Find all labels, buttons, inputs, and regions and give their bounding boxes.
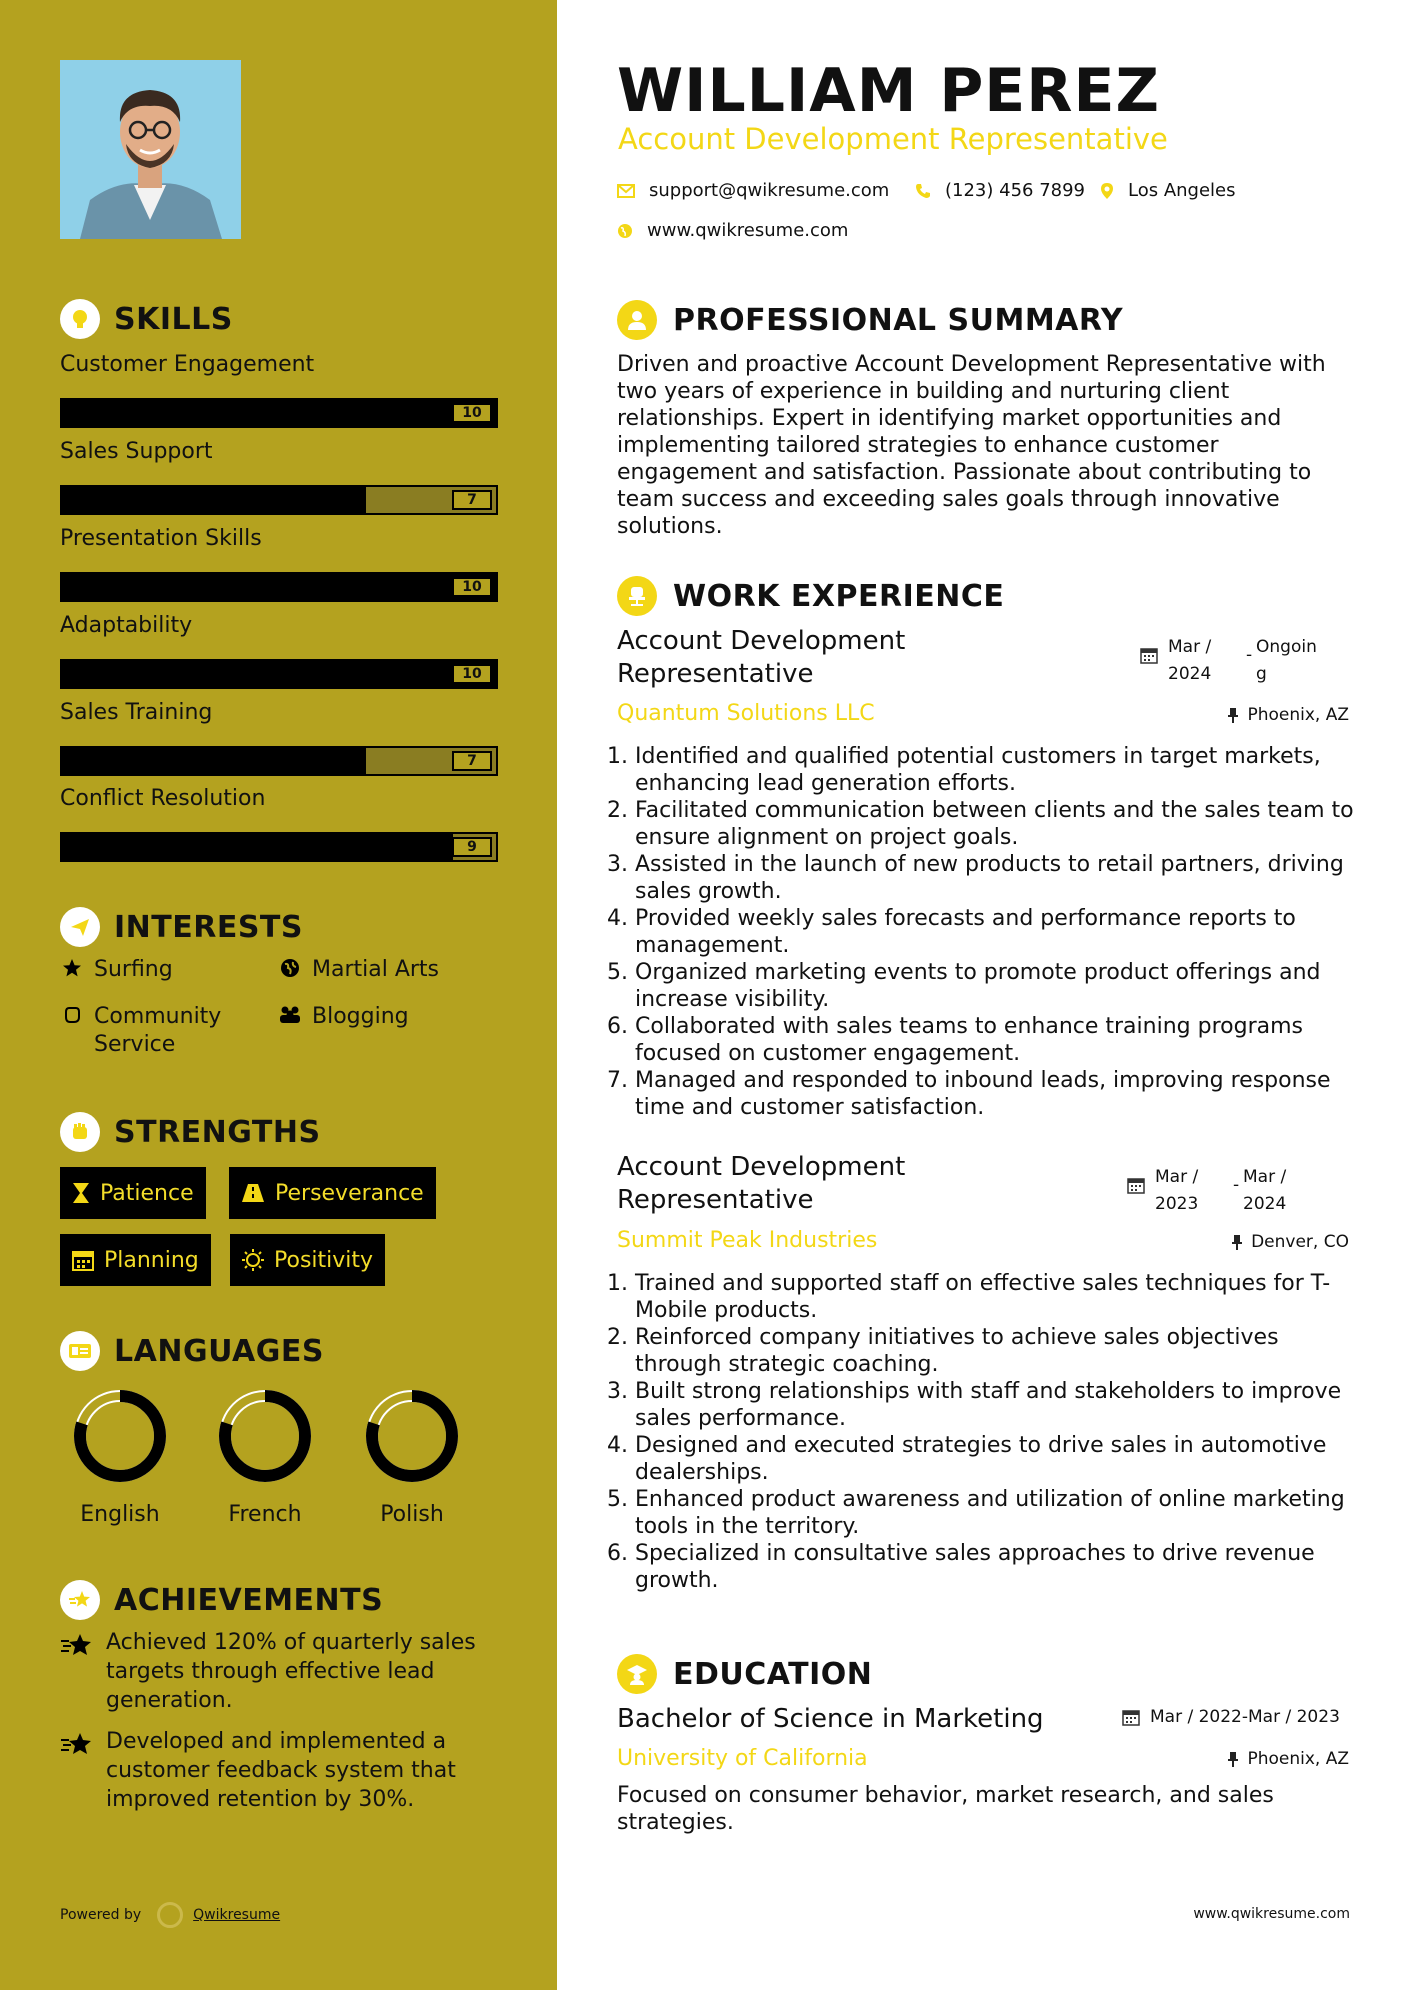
strength-label: Positivity <box>274 1247 374 1273</box>
skill-name: Sales Training <box>60 700 213 725</box>
strength-badge <box>60 1167 206 1219</box>
strengths-header <box>60 1112 321 1152</box>
profile-photo <box>60 60 241 239</box>
contact-location <box>1100 180 1236 201</box>
job-date-start: Mar / 2023 <box>1155 1167 1199 1214</box>
duty-item: 6. Collaborated with sales teams to enhance training programs focused on customer engagement. <box>635 1013 1355 1067</box>
interest-label: Martial Arts <box>312 957 440 982</box>
skill-score: 9 <box>452 837 492 857</box>
achievements-title: ACHIEVEMENTS <box>114 1582 384 1618</box>
summary-header <box>617 300 1123 340</box>
skills-header <box>60 299 233 339</box>
skill-bar <box>60 832 498 862</box>
skill-name: Sales Support <box>60 439 213 464</box>
interest-label: Blogging <box>312 1004 409 1029</box>
interest-item <box>278 956 439 984</box>
interest-item <box>60 956 173 984</box>
skill-item <box>60 439 498 515</box>
globe-icon <box>278 956 302 978</box>
skill-bar <box>60 659 498 689</box>
envelope-icon <box>617 184 635 198</box>
job-title: Account Development Representative <box>617 626 906 689</box>
strength-badge <box>229 1167 436 1219</box>
candidate-role: Account Development Representative <box>618 122 1168 156</box>
paper-plane-icon <box>60 907 100 947</box>
duty-item: 4. Provided weekly sales forecasts and performance reports to management. <box>635 905 1355 959</box>
phone-text: (123) 456 7899 <box>945 180 1086 201</box>
skill-score: 7 <box>452 490 492 510</box>
graduate-icon <box>617 1654 657 1694</box>
skill-item <box>60 526 498 602</box>
education-header <box>617 1654 872 1694</box>
duty-item: 3. Built strong relationships with staff and stakeholders to improve sales performance. <box>635 1378 1355 1432</box>
language-level-ring <box>364 1388 460 1484</box>
email-text: support@qwikresume.com <box>649 180 890 201</box>
interests-title: INTERESTS <box>114 909 303 945</box>
duty-item: 7. Managed and responded to inbound leads, improving response time and customer satisfaction. <box>635 1067 1355 1121</box>
powered-by-label: Powered by <box>60 1907 142 1923</box>
skill-bar-fill <box>62 661 496 687</box>
skill-item <box>60 613 498 689</box>
interests-header <box>60 907 303 947</box>
company-name: Quantum Solutions LLC <box>617 701 875 726</box>
education-location <box>1227 1749 1349 1769</box>
language-name: French <box>228 1502 302 1527</box>
job-date-end: Mar / 2024 <box>1243 1167 1287 1214</box>
contact-phone[interactable] <box>915 180 1085 201</box>
job-dates <box>1140 634 1322 688</box>
skill-score: 10 <box>452 577 492 597</box>
date-separator: - <box>1246 645 1253 665</box>
duty-item: 2. Reinforced company initiatives to achieve sales objectives through strategic coaching. <box>635 1324 1355 1378</box>
education-location-text: Phoenix, AZ <box>1247 1749 1349 1769</box>
strength-label: Planning <box>104 1247 199 1273</box>
job-location <box>1227 705 1349 725</box>
location-text: Los Angeles <box>1128 180 1236 201</box>
user-icon <box>617 300 657 340</box>
pin-icon <box>1227 707 1239 723</box>
calendar-icon <box>1122 1704 1140 1735</box>
duty-item: 2. Facilitated communication between clients and the sales team to ensure alignment on project goals. <box>635 797 1355 851</box>
qwikresume-link[interactable]: Qwikresume <box>193 1907 281 1923</box>
skill-bar-fill <box>62 487 366 513</box>
website-text: www.qwikresume.com <box>647 220 849 241</box>
skill-bar-fill <box>62 748 366 774</box>
shooting-star-icon <box>60 1727 94 1814</box>
languages-title: LANGUAGES <box>114 1333 324 1369</box>
education-dates <box>1122 1704 1340 1735</box>
language-name: English <box>80 1502 160 1527</box>
interest-label: Community Service <box>94 1004 222 1057</box>
achievement-text: Developed and implemented a customer feedback system that improved retention by 30%. <box>106 1729 456 1812</box>
skill-bar-fill <box>62 400 496 426</box>
qwikresume-logo-icon <box>157 1902 183 1928</box>
duty-item: 4. Designed and executed strategies to drive sales in automotive dealerships. <box>635 1432 1355 1486</box>
phone-icon <box>915 183 931 199</box>
job-location <box>1231 1232 1349 1252</box>
skill-item <box>60 352 498 428</box>
skill-bar <box>60 746 498 776</box>
duty-item: 5. Enhanced product awareness and utilization of online marketing tools in the territory. <box>635 1486 1355 1540</box>
language-card-icon <box>60 1331 100 1371</box>
powered-by <box>60 1902 280 1928</box>
footer-url[interactable]: www.qwikresume.com <box>1193 1906 1350 1922</box>
education-description: Focused on consumer behavior, market research, and sales strategies. <box>617 1783 1274 1835</box>
education-date-text: Mar / 2022-Mar / 2023 <box>1150 1707 1340 1727</box>
achievement-item <box>60 1727 480 1814</box>
contact-website[interactable] <box>617 220 848 241</box>
language-level-ring <box>217 1388 313 1484</box>
languages-header <box>60 1331 324 1371</box>
company-name: Summit Peak Industries <box>617 1228 878 1253</box>
shooting-star-icon <box>60 1628 94 1715</box>
fist-icon <box>60 1112 100 1152</box>
job-dates <box>1127 1164 1309 1218</box>
achievements-header <box>60 1580 383 1620</box>
globe-icon <box>617 223 633 239</box>
users-icon <box>278 1003 302 1025</box>
language-item <box>210 1388 320 1527</box>
education-title: EDUCATION <box>673 1656 873 1692</box>
duty-item: 3. Assisted in the launch of new products to retail partners, driving sales growth. <box>635 851 1355 905</box>
star-icon <box>60 956 84 978</box>
skill-bar <box>60 398 498 428</box>
star-badge-icon <box>60 1580 100 1620</box>
job-duties <box>635 743 1355 1121</box>
date-separator: - <box>1233 1175 1240 1195</box>
school-name: University of California <box>617 1746 868 1771</box>
strength-label: Patience <box>100 1180 194 1206</box>
language-level-ring <box>72 1388 168 1484</box>
strength-badge <box>230 1234 385 1286</box>
job-date-end: Ongoin g <box>1256 637 1317 684</box>
job-date-start: Mar / 2024 <box>1168 637 1212 684</box>
experience-header <box>617 576 1004 616</box>
achievement-item <box>60 1628 480 1715</box>
briefcase-chair-icon <box>617 576 657 616</box>
summary-text: Driven and proactive Account Development Representative with two years of experience in building and nurturing client relationships. Expert in identifying market opportunities and implementing tailored strategies to enhance customer engagement and satisfaction. Passionate about contributing to team success and exceeding sales goals through innovative solutions. <box>617 352 1326 539</box>
strength-label: Perseverance <box>275 1180 424 1206</box>
skill-bar-fill <box>62 574 496 600</box>
calendar-icon <box>1140 634 1158 673</box>
skill-bar <box>60 572 498 602</box>
pin-icon <box>1227 1751 1239 1767</box>
sun-icon <box>242 1249 264 1271</box>
achievement-text: Achieved 120% of quarterly sales targets through effective lead generation. <box>106 1630 476 1713</box>
job-location-text: Denver, CO <box>1251 1232 1349 1252</box>
calendar-icon <box>72 1249 94 1271</box>
hourglass-icon <box>72 1182 90 1204</box>
calendar-icon <box>1127 1164 1145 1203</box>
contact-email[interactable] <box>617 180 889 201</box>
skill-name: Customer Engagement <box>60 352 315 377</box>
experience-title: WORK EXPERIENCE <box>673 578 1005 614</box>
duty-item: 5. Organized marketing events to promote product offerings and increase visibility. <box>635 959 1355 1013</box>
skill-item <box>60 786 498 862</box>
interest-label: Surfing <box>94 957 173 982</box>
skills-title: SKILLS <box>114 301 233 337</box>
skill-score: 10 <box>452 664 492 684</box>
lightbulb-icon <box>60 299 100 339</box>
skill-name: Adaptability <box>60 613 193 638</box>
skill-name: Presentation Skills <box>60 526 262 551</box>
hand-icon <box>60 1003 84 1025</box>
skill-name: Conflict Resolution <box>60 786 266 811</box>
candidate-name: WILLIAM PEREZ <box>617 56 1160 126</box>
language-item <box>65 1388 175 1527</box>
skill-item <box>60 700 498 776</box>
duty-item: 1. Trained and supported staff on effective sales techniques for T-Mobile products. <box>635 1270 1355 1324</box>
degree-title: Bachelor of Science in Marketing <box>617 1704 1044 1734</box>
language-item <box>357 1388 467 1527</box>
pin-icon <box>1231 1234 1243 1250</box>
skill-score: 10 <box>452 403 492 423</box>
skill-bar <box>60 485 498 515</box>
map-pin-icon <box>1100 182 1114 200</box>
job-duties <box>635 1270 1355 1594</box>
interest-item <box>60 1003 234 1059</box>
summary-title: PROFESSIONAL SUMMARY <box>673 302 1124 338</box>
duty-item: 6. Specialized in consultative sales approaches to drive revenue growth. <box>635 1540 1355 1594</box>
interest-item <box>278 1003 409 1031</box>
job-location-text: Phoenix, AZ <box>1247 705 1349 725</box>
road-icon <box>241 1183 265 1203</box>
skill-score: 7 <box>452 751 492 771</box>
skill-bar-fill <box>62 834 453 860</box>
duty-item: 1. Identified and qualified potential customers in target markets, enhancing lead generation efforts. <box>635 743 1355 797</box>
strengths-title: STRENGTHS <box>114 1114 321 1150</box>
language-name: Polish <box>380 1502 444 1527</box>
job-title: Account Development Representative <box>617 1152 906 1215</box>
strength-badge <box>60 1234 211 1286</box>
